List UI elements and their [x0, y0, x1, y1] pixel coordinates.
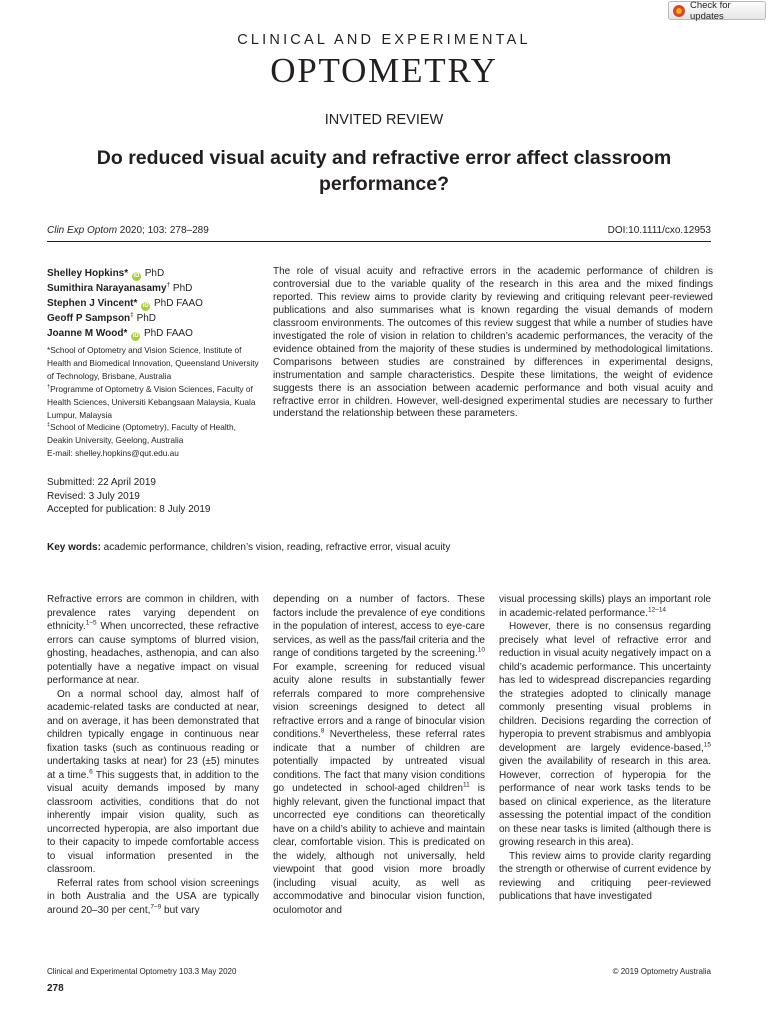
author	[47, 296, 262, 311]
author-name: Geoff P Sampson	[47, 313, 131, 324]
affiliation-marker: ‡	[47, 422, 51, 429]
body-text: When uncorrected, these refractive errors can cause symptoms of blurred vision, ghosting, headaches, asthenopia, and can also potentially have a negative impact on visual performance at near.	[47, 621, 259, 686]
body-text: but vary	[161, 904, 200, 916]
body-text: depending on a number of factors. These factors include the prevalence of eye conditions in the population of interest, access to eye-care services, as well as the pass/fail criteria and the range of conditions targeted by the screening.	[273, 594, 485, 659]
abstract: The role of visual acuity and refractive errors in the academic performance of children is controversial due to the variable quality of the research in this area and the mixed findings reported. This review aims to provide clarity by reviewing and critiquing relevant peer-reviewed publications and also summarises what is known regarding the visual demands of modern classroom environments. The outcomes of this review suggest that while a number of studies have investigated the role of vision in relation to children’s academic performances, the veracity of the evidence obtained from the majority of these studies is undermined by methodological limitations. Comparisons between studies are constrained by differences in experimental designs, instrumentation and sample characteristics. Despite these limitations, the weight of evidence suggests there is an association between academic performance and both visual acuity and refractive error in children. However, well-designed experimental studies are necessary to further understand the relationship between these parameters.	[273, 266, 713, 420]
keywords-text: academic performance, children’s vision, reading, refractive error, visual acuity	[100, 542, 451, 553]
footer-journal-issue: Clinical and Experimental Optometry 103.3 May 2020	[47, 967, 237, 976]
citation-reference[interactable]: 6	[89, 768, 93, 776]
citation-reference[interactable]: 12–14	[647, 606, 667, 614]
citation-reference[interactable]: 11	[463, 781, 470, 789]
author-list	[47, 266, 262, 341]
body-paragraph	[273, 593, 485, 917]
body-column-1	[47, 593, 259, 917]
crossmark-icon	[673, 5, 685, 17]
body-text: This suggests that, in addition to the visual acuity demands imposed by many classroom activities, conditions that do not inherently impair vision quality, such as uncorrected hyperopia, are also important due to their capacity to impede comfortable access to visual information presented in the classroom.	[47, 769, 259, 875]
author-marker: †	[166, 281, 171, 289]
keywords	[47, 542, 450, 553]
citation-reference[interactable]: 1–5	[85, 619, 97, 627]
author-name: Shelley Hopkins	[47, 268, 125, 279]
article-title: Do reduced visual acuity and refractive error affect classroom performance?	[96, 147, 672, 195]
author-name: Stephen J Vincent	[47, 298, 134, 309]
affiliation: †Programme of Optometry & Vision Sciences, Faculty of Health Sciences, Universiti Kebangsaan Malaysia, Kuala Lumpur, Malaysia	[47, 383, 256, 420]
keywords-label: Key words:	[47, 542, 101, 553]
body-paragraph	[499, 850, 711, 904]
journal-name-top: CLINICAL AND EXPERIMENTAL	[237, 32, 531, 48]
author-marker: ‡	[130, 311, 134, 319]
date-accepted: Accepted for publication: 8 July 2019	[47, 504, 211, 515]
page-number: 278	[47, 983, 64, 994]
body-paragraph	[47, 688, 259, 877]
orcid-icon[interactable]: iD	[133, 273, 140, 279]
body-text: For example, screening for reduced visual acuity alone results in substantially fewer referrals compared to more comprehensive vision screenings designed to detect all refractive errors and a range of binocular vision conditions.	[273, 661, 485, 740]
header-divider	[47, 241, 711, 242]
author-degrees: PhD	[144, 268, 165, 279]
citation-reference[interactable]: 8	[320, 727, 325, 735]
body-text: Refractive errors are common in children, with prevalence rates varying dependent on ethnicity.	[47, 594, 259, 632]
body-paragraph	[499, 620, 711, 850]
body-text: visual processing skills) plays an important role in academic-related performance.	[499, 594, 711, 619]
orcid-icon[interactable]: iD	[142, 303, 149, 309]
affiliation: *School of Optometry and Vision Science, Institute of Health and Biomedical Innovation, Queensland University of Technology, Brisbane, Australia	[47, 345, 259, 381]
date-revised: Revised: 3 July 2019	[47, 490, 140, 502]
author-marker: *	[123, 328, 128, 339]
body-text: However, there is no consensus regarding precisely what level of refractive error and reduction in visual acuity negatively impact on a child’s academic performance. This uncertainty has led to widespread discrepancies regarding the strategies adopted to clinically manage commonly presenting visual problems in children. Decisions regarding the correction of hyperopia to prevent strabismus and amblyopia development are largely evidence-based,	[499, 621, 711, 754]
citation-journal: Clin Exp Optom	[47, 225, 118, 236]
body-text: Referral rates from school vision screenings in both Australia and the USA are typically around 20–30 per cent,	[47, 877, 259, 916]
footer-copyright: © 2019 Optometry Australia	[612, 967, 711, 976]
author-marker: *	[133, 298, 138, 309]
author-name: Sumithira Narayanasamy	[47, 283, 167, 294]
author-name: Joanne M Wood	[47, 328, 124, 339]
doi[interactable]: DOI:10.1111/cxo.12953	[607, 225, 711, 236]
author	[47, 311, 262, 326]
citation-reference[interactable]: 7–9	[150, 903, 162, 911]
author-degrees: PhD	[172, 283, 193, 294]
citation-reference[interactable]: 10	[477, 646, 485, 654]
body-text: Nevertheless, these referral rates indicate that a number of children are potentially impacted by untreated visual conditions. The fact that many vision conditions go undetected in school-aged children	[273, 729, 485, 794]
citation-volume: 2020; 103: 278–289	[117, 225, 209, 236]
author	[47, 281, 262, 296]
citation	[47, 225, 209, 236]
article-dates	[47, 476, 210, 517]
body-text: given the availability of research in this area. However, correction of hyperopia for the performance of near work tasks tends to be based on clinical experience, as the literature assessing the potential impact of the condition on these near tasks is limited (although there is growing research in this area).	[499, 756, 711, 848]
author-marker: *	[124, 268, 129, 279]
affiliations	[47, 344, 262, 460]
affiliation-marker: †	[47, 383, 51, 390]
affiliation: ‡School of Medicine (Optometry), Faculty of Health, Deakin University, Geelong, Australia	[47, 422, 236, 446]
corresponding-email[interactable]: E-mail: shelley.hopkins@qut.edu.au	[47, 448, 179, 459]
article-section-label: INVITED REVIEW	[324, 112, 444, 128]
body-column-3	[499, 593, 711, 904]
author-degrees: PhD	[136, 313, 157, 324]
body-text: is highly relevant, given the functional impact that uncorrected eye conditions can theoretically have on a child’s ability to achieve and maintain clear, comfortable vision. This is predicated on the widely, although not universally, held viewpoint that good vision more broadly (including visual acuity, as well as accommodative and binocular vision function, oculomotor and	[273, 783, 485, 916]
author	[47, 266, 262, 281]
body-text: On a normal school day, almost half of academic-related tasks are conducted at near, and on average, it has been demonstrated that children typically engage in continuous near fixation tasks (such as continuous reading or undertaking tasks at near) for 23 (±5) minutes at a time.	[47, 688, 259, 781]
check-for-updates-button[interactable]	[668, 1, 766, 20]
author	[47, 326, 262, 341]
date-submitted: Submitted: 22 April 2019	[47, 477, 156, 488]
body-column-2	[273, 593, 485, 917]
check-for-updates-label: Check for updates	[690, 0, 731, 22]
body-paragraph	[499, 593, 711, 620]
body-paragraph	[47, 593, 259, 688]
body-paragraph	[47, 877, 259, 918]
orcid-icon[interactable]: iD	[132, 333, 139, 339]
body-text: This review aims to provide clarity regarding the strength or otherwise of current evidence by reviewing and critiquing peer-reviewed publications that have investigated	[499, 850, 711, 902]
author-degrees: PhD FAAO	[153, 298, 203, 309]
author-degrees: PhD FAAO	[143, 328, 193, 339]
journal-name-main: OPTOMETRY	[270, 51, 498, 90]
citation-reference[interactable]: 15	[703, 741, 711, 749]
